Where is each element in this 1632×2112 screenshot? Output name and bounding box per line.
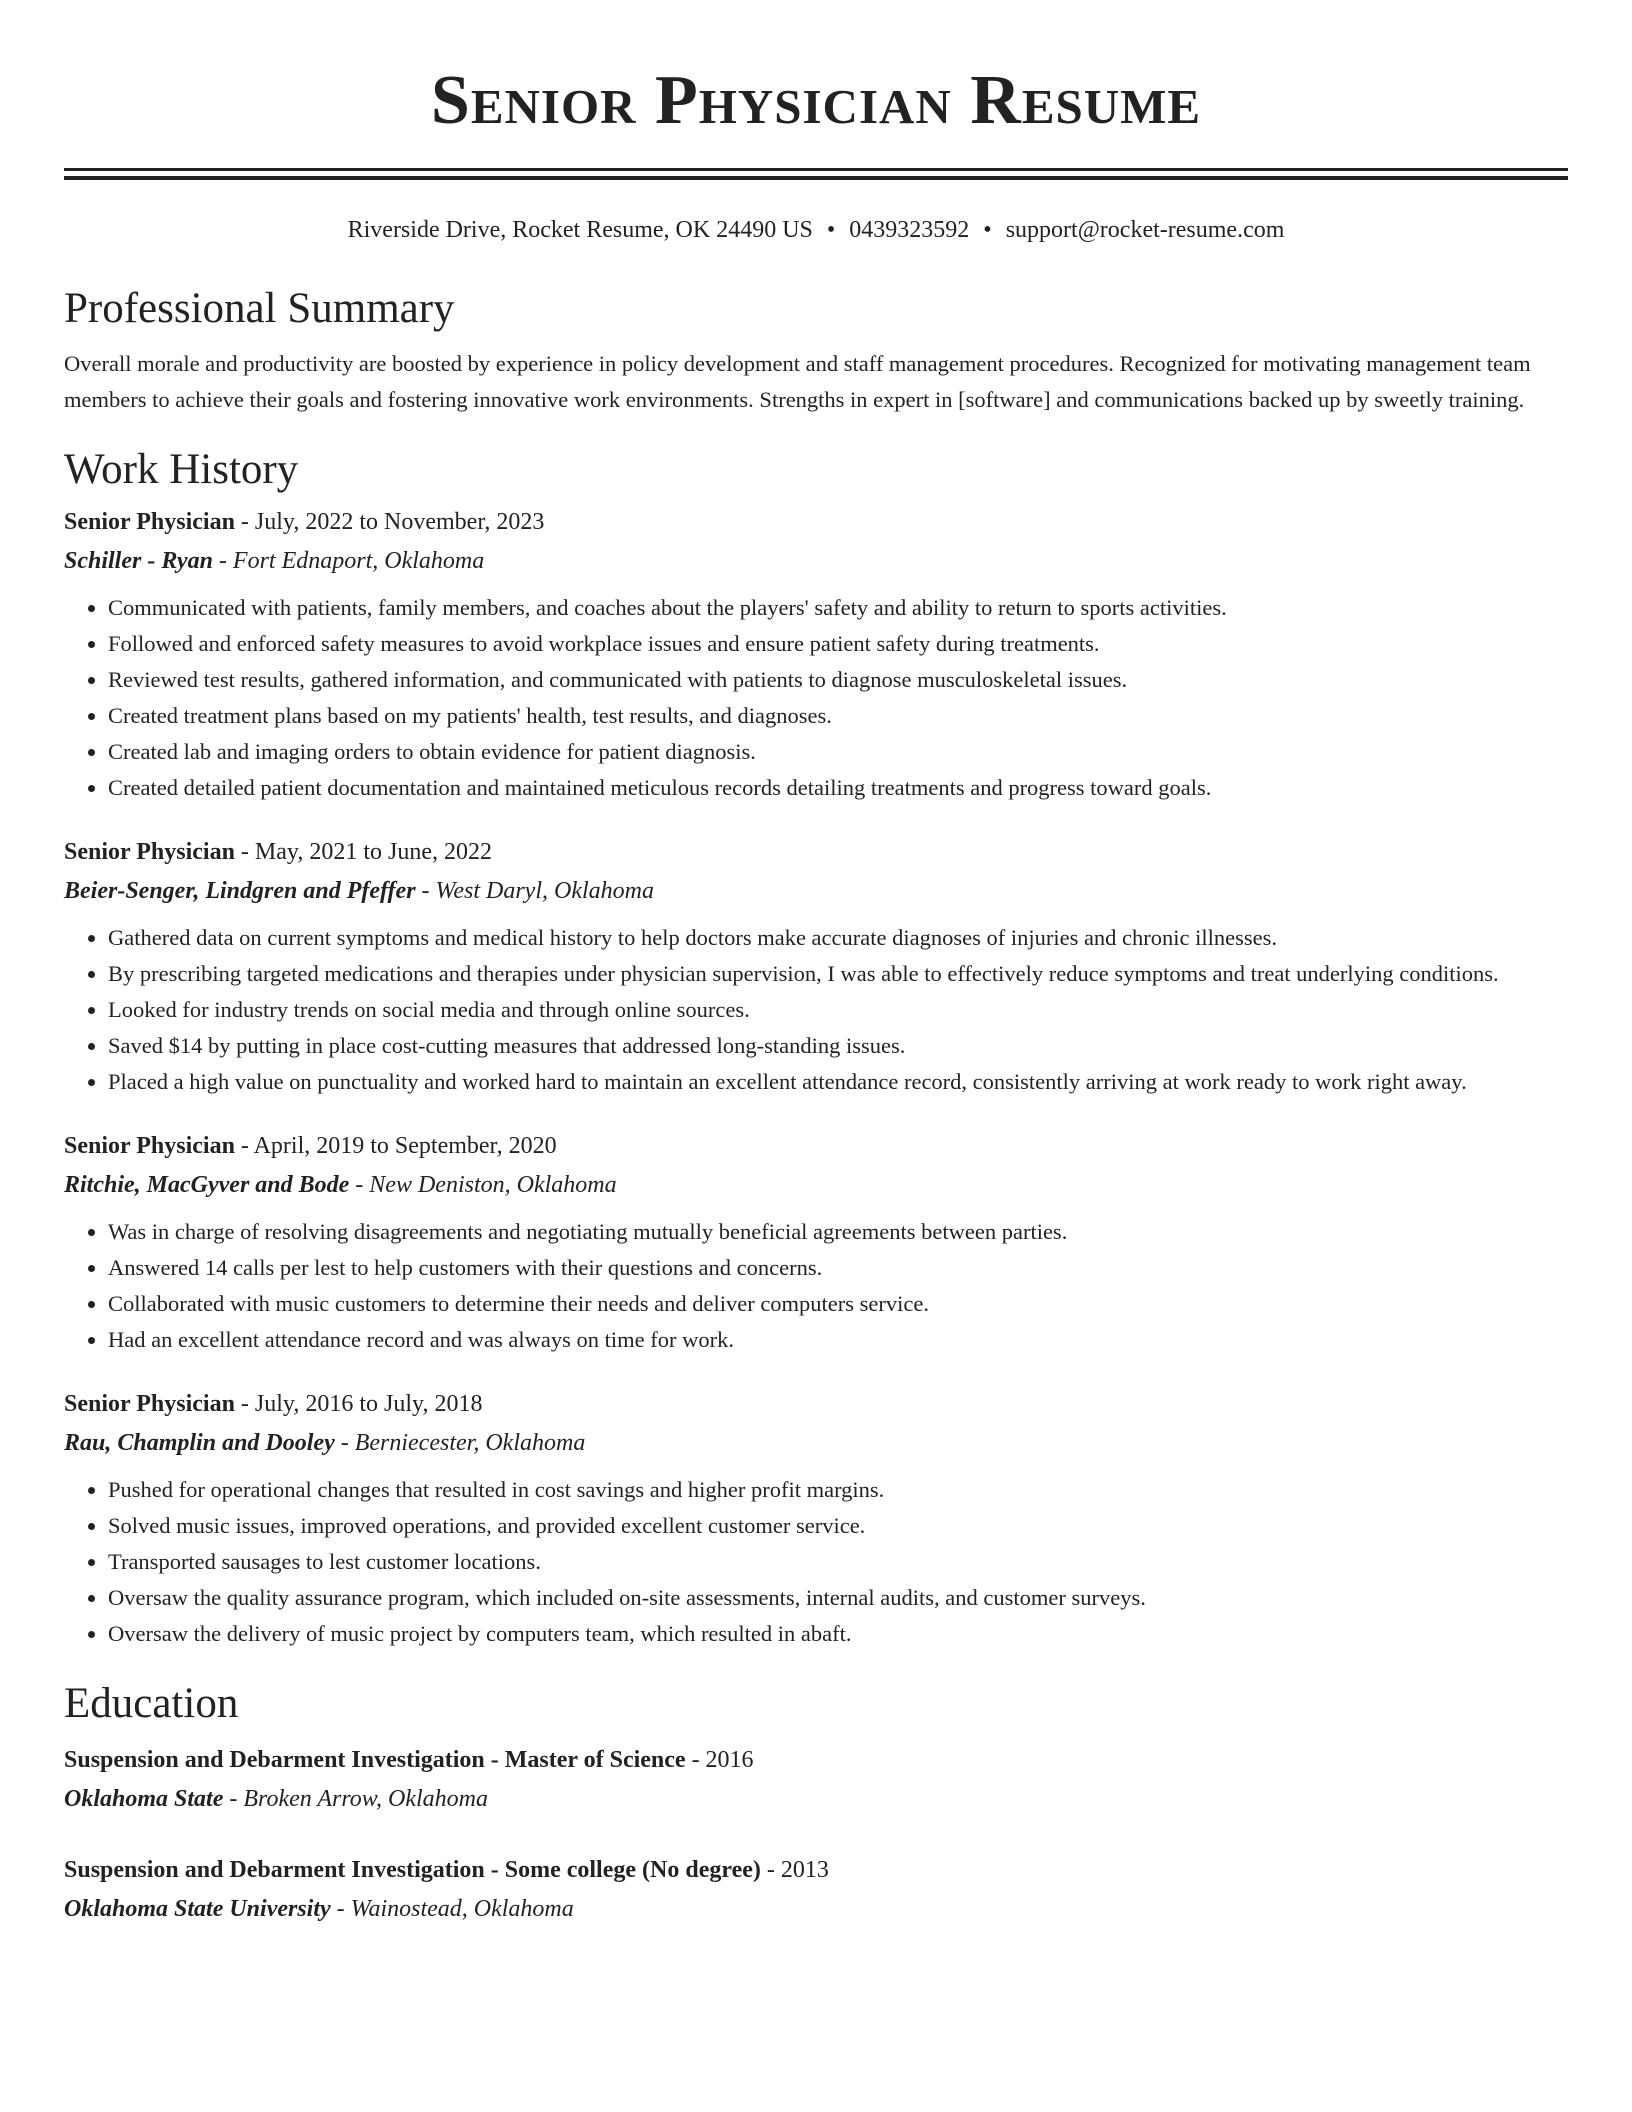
education-school: Oklahoma State	[64, 1785, 224, 1812]
job-location: - New Deniston, Oklahoma	[349, 1171, 617, 1198]
job-bullet: • Was in charge of resolving disagreements and negotiating mutually beneficial agreements between parties.	[108, 1214, 1568, 1250]
job-bullets	[64, 920, 1568, 1100]
job-bullet: • Solved music issues, improved operations, and provided excellent customer service.	[108, 1508, 1568, 1544]
job-bullet: • Transported sausages to lest customer locations.	[108, 1544, 1568, 1580]
education-degree-line	[64, 1850, 1568, 1890]
job-bullet: • Communicated with patients, family members, and coaches about the players' safety and ability to return to sports activities.	[108, 590, 1568, 626]
education-year: - 2013	[760, 1856, 829, 1883]
title-divider	[64, 168, 1568, 180]
summary-heading: Professional Summary	[64, 284, 455, 332]
job-entry	[64, 502, 1568, 806]
summary-text: Overall morale and productivity are boosted by experience in policy development and staff management procedures. Recognized for motivating management team members to achieve their goals and fostering innovative work environments. Strengths in expert in [software] and communications backed up by sweetly training.	[64, 351, 1531, 413]
education-school-line	[64, 1780, 1568, 1818]
education-entry	[64, 1850, 1568, 1928]
education-entry	[64, 1740, 1568, 1818]
job-dates: - July, 2016 to July, 2018	[234, 1390, 483, 1417]
job-bullet: • Created treatment plans based on my patients' health, test results, and diagnoses.	[108, 698, 1568, 734]
contact-phone: 0439323592	[849, 217, 970, 243]
job-company-line	[64, 1166, 1568, 1204]
job-entry	[64, 832, 1568, 1100]
job-bullet: • Had an excellent attendance record and was always on time for work.	[108, 1322, 1568, 1358]
job-location: - Fort Ednaport, Oklahoma	[212, 547, 485, 574]
job-location: - West Daryl, Oklahoma	[415, 877, 654, 904]
job-bullet: • Gathered data on current symptoms and medical history to help doctors make accurate diagnoses of injuries and chronic illnesses.	[108, 920, 1568, 956]
contact-separator: •	[983, 217, 992, 243]
education-heading: Education	[64, 1679, 239, 1727]
job-entry	[64, 1126, 1568, 1358]
job-company: Schiller - Ryan	[64, 547, 213, 574]
job-company: Ritchie, MacGyver and Bode	[64, 1171, 350, 1198]
education-school: Oklahoma State University	[64, 1895, 331, 1922]
job-title-line	[64, 832, 1568, 872]
job-role: Senior Physician	[64, 508, 235, 535]
education-school-line	[64, 1890, 1568, 1928]
education-location: - Broken Arrow, Oklahoma	[223, 1785, 488, 1812]
contact-email: support@rocket-resume.com	[1005, 217, 1285, 243]
job-dates: - April, 2019 to September, 2020	[234, 1132, 557, 1159]
education-location: - Wainostead, Oklahoma	[330, 1895, 574, 1922]
job-bullets	[64, 1472, 1568, 1652]
page-title: Senior Physician Resume	[430, 62, 1202, 139]
job-company: Beier-Senger, Lindgren and Pfeffer	[64, 877, 416, 904]
job-bullet: • Placed a high value on punctuality and worked hard to maintain an excellent attendance record, consistently arriving at work ready to work right away.	[108, 1064, 1568, 1100]
job-company-line	[64, 872, 1568, 910]
contact-separator: •	[826, 217, 836, 243]
education-degree: Suspension and Debarment Investigation - Master of Science	[64, 1746, 686, 1773]
education-list	[64, 1740, 1568, 1928]
job-location: - Berniecester, Oklahoma	[334, 1429, 586, 1456]
job-company: Rau, Champlin and Dooley	[64, 1429, 335, 1456]
job-dates: - May, 2021 to June, 2022	[234, 838, 493, 865]
job-bullet: • Collaborated with music customers to determine their needs and deliver computers service.	[108, 1286, 1568, 1322]
work-history-heading: Work History	[64, 446, 299, 494]
job-bullet: • By prescribing targeted medications and therapies under physician supervision, I was able to effectively reduce symptoms and treat underlying conditions.	[108, 956, 1568, 992]
job-bullet: • Pushed for operational changes that resulted in cost savings and higher profit margins.	[108, 1472, 1568, 1508]
job-title-line	[64, 1384, 1568, 1424]
job-bullet: • Created detailed patient documentation and maintained meticulous records detailing treatments and progress toward goals.	[108, 770, 1568, 806]
job-bullet: • Oversaw the delivery of music project by computers team, which resulted in abaft.	[108, 1616, 1568, 1652]
job-title-line	[64, 1126, 1568, 1166]
work-history-list	[64, 502, 1568, 1652]
job-bullets	[64, 590, 1568, 806]
job-bullets	[64, 1214, 1568, 1358]
job-bullet: • Created lab and imaging orders to obtain evidence for patient diagnosis.	[108, 734, 1568, 770]
job-bullet: • Followed and enforced safety measures to avoid workplace issues and ensure patient safety during treatments.	[108, 626, 1568, 662]
job-dates: - July, 2022 to November, 2023	[234, 508, 545, 535]
contact-address: Riverside Drive, Rocket Resume, OK 24490 US	[347, 217, 813, 243]
job-bullet: • Answered 14 calls per lest to help customers with their questions and concerns.	[108, 1250, 1568, 1286]
job-role: Senior Physician	[64, 1390, 235, 1417]
job-entry	[64, 1384, 1568, 1652]
job-bullet: • Saved $14 by putting in place cost-cutting measures that addressed long-standing issues.	[108, 1028, 1568, 1064]
job-role: Senior Physician	[64, 1132, 235, 1159]
education-degree: Suspension and Debarment Investigation - Some college (No degree)	[64, 1856, 761, 1883]
job-bullet: • Looked for industry trends on social media and through online sources.	[108, 992, 1568, 1028]
job-bullet: • Oversaw the quality assurance program, which included on-site assessments, internal audits, and customer surveys.	[108, 1580, 1568, 1616]
education-degree-line	[64, 1740, 1568, 1780]
job-company-line	[64, 542, 1568, 580]
job-role: Senior Physician	[64, 838, 235, 865]
education-year: - 2016	[685, 1746, 754, 1773]
contact-line	[64, 216, 1568, 245]
job-company-line	[64, 1424, 1568, 1462]
job-title-line	[64, 502, 1568, 542]
job-bullet: • Reviewed test results, gathered information, and communicated with patients to diagnose musculoskeletal issues.	[108, 662, 1568, 698]
